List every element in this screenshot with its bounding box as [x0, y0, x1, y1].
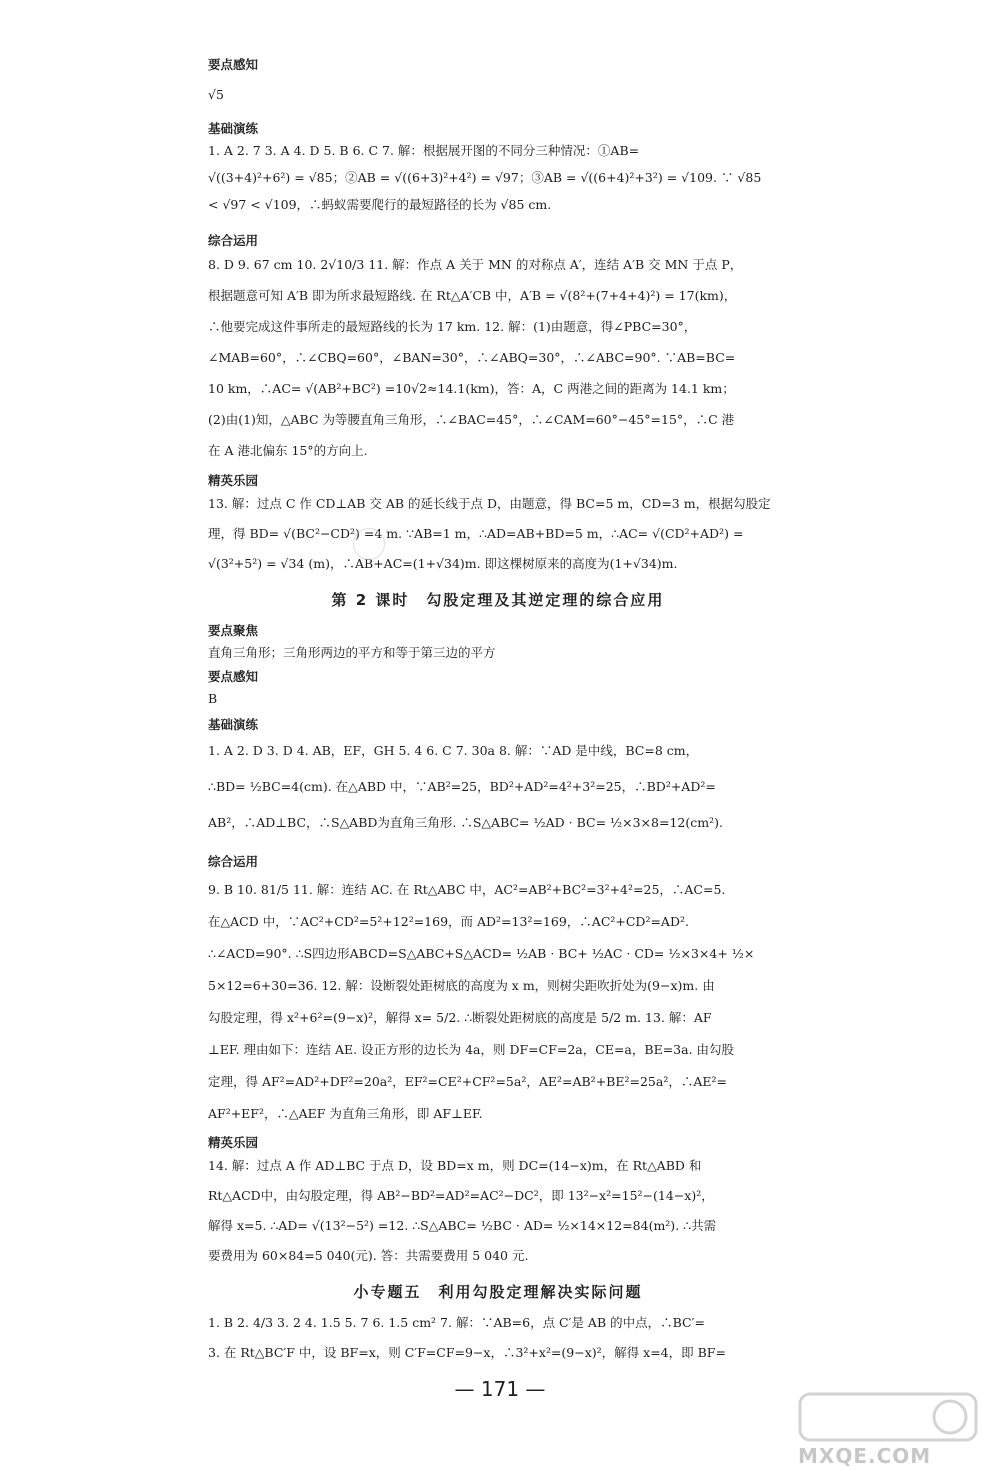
lesson-title: 第 2 课时 勾股定理及其逆定理的综合应用: [331, 591, 665, 609]
text-line: Rt△ACD中，由勾股定理，得 AB²−BD²=AD²=AC²−DC²，即 13²−x²=15²−(14−x)²，: [208, 1188, 714, 1203]
section-4: [208, 472, 788, 579]
faint-stamp-mark: [353, 528, 385, 560]
text-line: < √97 < √109，∴蚂蚁需要爬行的最短路径的长为 √85 cm.: [208, 197, 552, 212]
section-6: [208, 668, 788, 712]
page-number: — 171 —: [454, 1377, 546, 1401]
section-heading: 基础演练: [208, 717, 259, 732]
topic-title: 小专题五 利用勾股定理解决实际问题: [353, 1283, 643, 1301]
text-line: ∴∠ACD=90°. ∴S四边形ABCD=S△ABC+S△ACD= ½AB · BC+ ½AC · CD= ½×3×4+ ½×: [208, 946, 755, 961]
text-line: √(3²+5²) = √34 (m)，∴AB+AC=(1+√34)m. 即这棵树原来的高度为(1+√34)m.: [208, 556, 678, 571]
text-line: ∠MAB=60°，∴∠CBQ=60°，∠BAN=30°，∴∠ABQ=30°，∴∠ABC=90°. ∵AB=BC=: [208, 350, 736, 365]
text-line: 5×12=6+30=36. 12. 解：设断裂处距树底的高度为 x m，则树尖距吹折处为(9−x)m. 由: [208, 978, 715, 993]
section-9: [208, 1134, 788, 1271]
section-heading: 基础演练: [208, 121, 259, 136]
section-1: [208, 56, 788, 108]
watermark-logo-icon: [792, 1390, 992, 1444]
text-line: ∴BD= ½BC=4(cm). 在△ABD 中，∵AB²=25，BD²+AD²=4²+3²=25，∴BD²+AD²=: [208, 779, 716, 794]
text-line: ⊥EF. 理由如下：连结 AE. 设正方形的边长为 4a，则 DF=CF=2a，CE=a，BE=3a. 由勾股: [208, 1042, 735, 1057]
text-line: AB²，∴AD⊥BC，∴S△ABD为直角三角形. ∴S△ABC= ½AD · BC= ½×3×8=12(cm²).: [208, 815, 723, 830]
text-line: ∴他要完成这件事所走的最短路线的长为 17 km. 12. 解：(1)由题意，得∠PBC=30°，: [208, 319, 697, 334]
section-heading: 精英乐园: [208, 473, 259, 488]
text-line: 在△ACD 中，∵AC²+CD²=5²+12²=169，而 AD²=13²=169，∴AC²+CD²=AD².: [208, 914, 689, 929]
text-line: 定理，得 AF²=AD²+DF²=20a²，EF²=CE²+CF²=5a²，AE²=AB²+BE²=25a²，∴AE²=: [208, 1074, 727, 1089]
text-line: B: [208, 691, 218, 706]
text-line: 1. B 2. 4/3 3. 2 4. 1.5 5. 7 6. 1.5 cm² 7. 解：∵AB=6，点 C′是 AB 的中点，∴BC′=: [208, 1315, 705, 1330]
topic-answers: [208, 1308, 788, 1368]
text-line: 解得 x=5. ∴AD= √(13²−5²) =12. ∴S△ABC= ½BC · AD= ½×14×12=84(m²). ∴共需: [208, 1218, 717, 1233]
section-heading: 综合运用: [208, 854, 259, 869]
text-line: 1. A 2. D 3. D 4. AB，EF，GH 5. 4 6. C 7. 30a 8. 解：∵AD 是中线，BC=8 cm，: [208, 743, 699, 758]
text-line: √((3+4)²+6²) = √85；②AB = √((6+3)²+4²) = √97；③AB = √((6+4)²+3²) = √109. ∵ √85: [208, 170, 762, 185]
text-line: 13. 解：过点 C 作 CD⊥AB 交 AB 的延长线于点 D，由题意，得 BC=5 m，CD=3 m，根据勾股定: [208, 496, 771, 511]
section-7: [208, 716, 788, 841]
section-3: [208, 232, 788, 466]
text-line: 直角三角形；三角形两边的平方和等于第三边的平方: [208, 645, 496, 660]
section-heading: 要点感知: [208, 669, 259, 684]
section-2: [208, 120, 788, 218]
text-line: 9. B 10. 81/5 11. 解：连结 AC. 在 Rt△ABC 中，AC²=AB²+BC²=3²+4²=25，∴AC=5.: [208, 882, 726, 897]
text-line: (2)由(1)知，△ABC 为等腰直角三角形，∴∠BAC=45°，∴∠CAM=60°−45°=15°，∴C 港: [208, 412, 735, 427]
text-line: 8. D 9. 67 cm 10. 2√10/3 11. 解：作点 A 关于 MN 的对称点 A′，连结 A′B 交 MN 于点 P，: [208, 257, 743, 272]
section-heading: 要点聚焦: [208, 623, 259, 638]
text-line: 要费用为 60×84=5 040(元). 答：共需要费用 5 040 元.: [208, 1248, 529, 1263]
answer-page: [208, 46, 788, 1368]
text-line: √5: [208, 87, 224, 102]
section-heading: 综合运用: [208, 233, 259, 248]
text-line: 在 A 港北偏东 15°的方向上.: [208, 443, 368, 458]
text-line: 1. A 2. 7 3. A 4. D 5. B 6. C 7. 解：根据展开图的不同分三种情况：①AB=: [208, 143, 640, 158]
text-line: 理，得 BD= √(BC²−CD²) =4 m. ∵AB=1 m，∴AD=AB+BD=5 m，∴AC= √(CD²+AD²) =: [208, 526, 744, 541]
section-heading: 要点感知: [208, 57, 259, 72]
section-heading: 精英乐园: [208, 1135, 259, 1150]
text-line: AF²+EF²，∴△AEF 为直角三角形，即 AF⊥EF.: [208, 1106, 483, 1121]
watermark-logo: [792, 1390, 992, 1468]
text-line: 14. 解：过点 A 作 AD⊥BC 于点 D，设 BD=x m，则 DC=(14−x)m，在 Rt△ABD 和: [208, 1158, 702, 1173]
text-line: 10 km，∴AC= √(AB²+BC²) =10√2≈14.1(km)，答：A，C 两港之间的距离为 14.1 km；: [208, 381, 735, 396]
watermark-site-text: MXQE.COM: [798, 1444, 932, 1468]
section-5: [208, 622, 788, 666]
text-line: 勾股定理，得 x²+6²=(9−x)²，解得 x= 5/2. ∴断裂处距树底的高度是 5/2 m. 13. 解：AF: [208, 1010, 712, 1025]
text-line: 根据题意可知 A′B 即为所求最短路线. 在 Rt△A′CB 中，A′B = √(8²+(7+4+4)²) = 17(km)，: [208, 288, 737, 303]
text-line: 3. 在 Rt△BC′F 中，设 BF=x，则 C′F=CF=9−x，∴3²+x²=(9−x)²，解得 x=4，即 BF=: [208, 1345, 726, 1360]
section-8: [208, 853, 788, 1130]
